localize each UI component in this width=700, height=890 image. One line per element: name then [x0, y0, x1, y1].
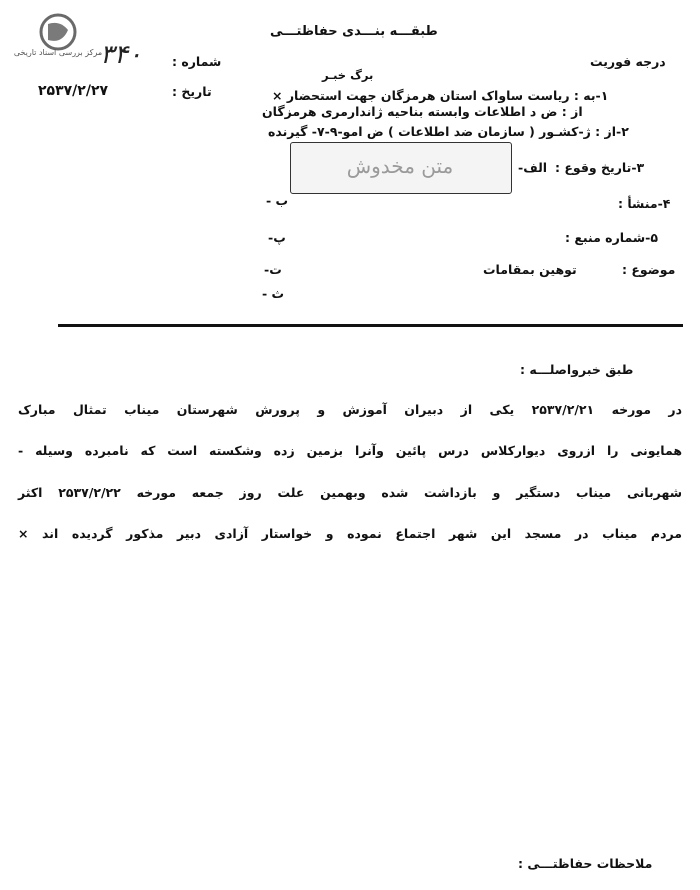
body-line-1: در مورخه ۲۵۳۷/۲/۲۱ یکی از دبیران آموزش و پرورش شهرستان میناب تمثال مبارک	[18, 402, 682, 417]
date-label: تاریخ :	[172, 84, 212, 99]
subject-label: موضوع :	[622, 262, 676, 277]
date-type-label: ۳-تاریخ وقوع :	[555, 160, 645, 175]
intro-label: طبق خبرواصلـــه :	[520, 362, 634, 377]
to-line: ۱-به : ریاست ساواک استان هرمزگان جهت استحضار ×	[272, 88, 609, 103]
from2-line: ۲-از : ژ-کشـور ( سازمان ضد اطلاعات ) ض امو-۹-۷- گیرنده	[268, 124, 629, 139]
body-line-2: همایونی را ازروی دیوارکلاس درس پائین وآنرا بزمین زده وشکسته است که نامبرده وسیله -	[18, 443, 682, 458]
divider-rule	[58, 324, 683, 327]
t-marker-2: ث -	[262, 286, 285, 301]
date-type-value: الف-	[518, 160, 548, 175]
security-notes-label: ملاحظات حفاظتـــی :	[518, 856, 653, 871]
from-line: از : ض د اطلاعات وابسته بناحیه ژاندارمری هرمزگان	[262, 104, 583, 119]
body-line-3: شهربانی میناب دستگیر و بازداشت شده وبهمین علت روز جمعه مورخه ۲۵۳۷/۲/۲۲ اکثر	[18, 485, 682, 500]
logo-caption: مرکز بررسی اسناد تاریخی	[13, 48, 103, 57]
body-line-4: مردم میناب در مسجد این شهر اجتماع نموده و خواستار آزادی دبیر مذکور گردیده اند ×	[18, 526, 682, 541]
handwritten-number: ۳۴۰	[100, 40, 142, 70]
source-number-label: ۵-شماره منبع :	[565, 230, 658, 245]
sheet-title: برگ خبـر	[322, 68, 374, 82]
classification-label: طبقـــه بنـــدی حفاظتـــی	[270, 24, 438, 39]
t-marker-1: ت-	[264, 262, 282, 277]
archive-logo-icon	[8, 10, 103, 68]
origin-value: ب -	[266, 193, 289, 208]
stamp-text: متن مخدوش	[346, 154, 454, 178]
subject-value: توهین بمقامات	[483, 262, 577, 277]
number-label: شماره :	[172, 54, 222, 69]
source-number-value: پ-	[268, 230, 286, 245]
origin-label: ۴-منشأ :	[618, 196, 671, 211]
priority-label: درجه فوریت	[590, 54, 666, 69]
date-value: ۲۵۳۷/۲/۲۷	[38, 83, 109, 99]
